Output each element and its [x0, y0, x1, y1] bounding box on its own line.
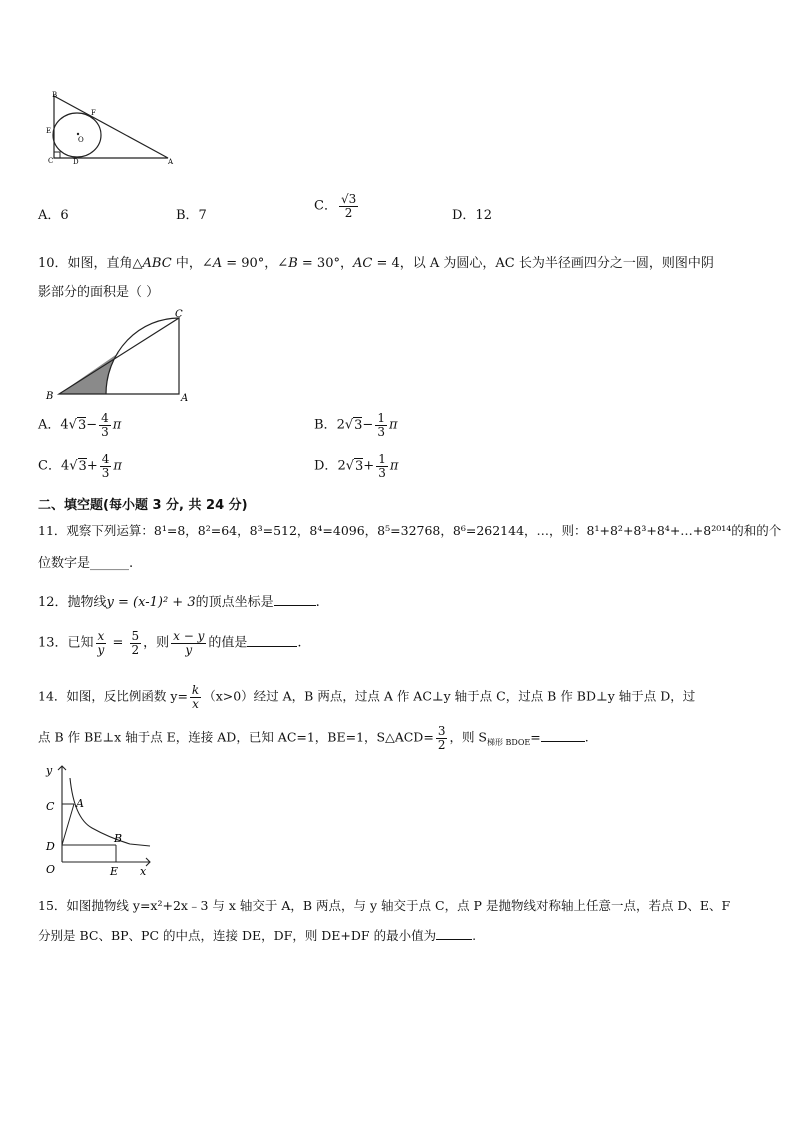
fraction-numerator: 4 [101, 452, 110, 466]
fraction-denominator: 3 [377, 424, 385, 439]
fraction [375, 412, 387, 438]
label-c: C [48, 157, 54, 165]
fraction-numerator: 3 [437, 724, 446, 738]
label-o: O [46, 863, 56, 876]
q9-option-b[interactable]: B．7 [176, 208, 207, 223]
answer-blank[interactable] [436, 939, 472, 940]
text: = 30°， [297, 256, 353, 271]
equation: y = (x-1)² + 3 [106, 595, 196, 610]
text: . [297, 635, 302, 651]
q11-line1: 11．观察下列运算：8¹=8，8²=64，8³=512，8⁴=4096，8⁵=32768，8⁶=262144，…，则：8¹+8²+8³+8⁴+…+8²⁰¹⁴的和的个 [38, 523, 782, 538]
text: 4 [60, 458, 70, 474]
text: − [362, 417, 374, 433]
text: 点 B 作 BE⊥x 轴于点 E，连接 AD，已知 AC=1，BE=1，S△ACD= [38, 729, 434, 745]
text: D． [314, 458, 338, 474]
radicand: 3 [354, 417, 363, 433]
fraction-denominator: 3 [101, 465, 110, 480]
text: π [113, 458, 122, 474]
text: 12．抛物线 [38, 595, 107, 610]
option-c-fraction [339, 193, 358, 219]
q9-option-a[interactable]: A．6 [38, 208, 69, 223]
label-b: B [114, 832, 123, 845]
fraction-denominator: y [185, 642, 193, 657]
text: = 4，以 A 为圆心，AC 长为半径画四分之一圆，则图中阴 [372, 256, 714, 271]
radicand: 3 [355, 458, 364, 474]
q10-option-c[interactable]: C．4√3+ $\frac{4}{3}$ π [38, 452, 122, 480]
fraction-numerator: 1 [378, 452, 386, 466]
fraction-numerator: 4 [101, 411, 109, 425]
fraction-numerator: 5 [131, 629, 140, 643]
text: C． [38, 458, 61, 474]
fraction-denominator: 2 [131, 642, 140, 657]
fraction-numerator: x [97, 629, 105, 643]
text: 的值是 [208, 635, 248, 651]
q9-option-d[interactable]: D．12 [452, 208, 492, 223]
label-c: C [46, 800, 55, 813]
fraction-numerator: k [191, 683, 200, 697]
fraction-numerator: x − y [173, 629, 205, 643]
label-d: D [46, 840, 55, 853]
q14-line2 [38, 725, 589, 751]
fraction-denominator: 3 [101, 424, 109, 439]
quarter-circle-figure [42, 306, 202, 406]
text: = [108, 635, 128, 651]
text: 14．如图，反比例函数 y= [38, 688, 188, 704]
inverse-function-figure [40, 760, 160, 880]
q10-option-d[interactable]: D．2√3+ $\frac{1}{3}$ π [314, 452, 399, 480]
label-x: x [140, 865, 147, 878]
subscript: 梯形 BDOE [487, 738, 531, 748]
text: + [86, 458, 98, 474]
fraction-denominator: 3 [378, 465, 386, 480]
text: 2 [336, 417, 345, 433]
label-o: O [78, 136, 84, 144]
fraction [96, 630, 107, 656]
label-f: F [91, 109, 96, 117]
text: ，则 S [449, 729, 487, 745]
q10-line1 [38, 252, 714, 271]
text: 分别是 BC、BP、PC 的中点，连接 DE，DF，则 DE+DF 的最小值为 [38, 928, 437, 943]
text: 10．如图，直角△ [38, 256, 143, 271]
fraction-denominator: 2 [344, 205, 353, 220]
fraction-denominator: y [97, 642, 105, 657]
text: π [388, 417, 398, 433]
text: = 90°，∠ [222, 256, 289, 271]
text: π [389, 458, 399, 474]
text: B． [314, 417, 337, 433]
fraction-denominator: 2 [437, 737, 446, 752]
text: + [363, 458, 375, 474]
answer-blank[interactable] [541, 741, 585, 742]
label-a: A [76, 797, 84, 810]
fraction [130, 630, 142, 656]
text: AC [352, 256, 373, 271]
text: A [212, 256, 223, 271]
text: A． [38, 417, 61, 433]
fraction [436, 725, 448, 751]
text: = [530, 729, 541, 745]
q9-option-c[interactable] [314, 193, 360, 219]
answer-blank[interactable] [247, 646, 297, 647]
text: （x>0）经过 A，B 两点，过点 A 作 AC⊥y 轴于点 C，过点 B 作 BD⊥y 轴于点 D，过 [203, 688, 696, 704]
text: . [472, 928, 477, 943]
text: ，则 [143, 635, 170, 651]
fraction-numerator: 1 [377, 411, 385, 425]
text: 2 [337, 458, 346, 474]
label-y: y [46, 764, 53, 777]
label-a: A [168, 158, 174, 166]
q15-line2 [38, 926, 476, 944]
text: 的顶点坐标是 [195, 595, 274, 610]
text: . [315, 595, 320, 610]
section-title: 二、填空题(每小题 3 分, 共 24 分) [38, 498, 248, 513]
q12 [38, 591, 320, 610]
q10-option-b[interactable]: B．2√3− $\frac{1}{3}$ π [314, 411, 398, 439]
text: 13．已知 [38, 635, 94, 651]
label-b: B [46, 391, 54, 402]
q15-line1: 15．如图抛物线 y=x²+2x﹣3 与 x 轴交于 A，B 两点，与 y 轴交于点 C，点 P 是抛物线对称轴上任意一点，若点 D、E、F [38, 898, 731, 913]
q10-option-a[interactable]: A．4√3− $\frac{4}{3}$ π [38, 411, 122, 439]
q14-line1 [38, 684, 695, 710]
label-a: A [181, 393, 189, 404]
fraction [171, 630, 206, 656]
answer-blank[interactable] [274, 605, 316, 606]
fraction-numerator: √3 [340, 192, 357, 206]
q10-line2: 影部分的面积是（ ） [38, 285, 160, 300]
text: − [86, 417, 98, 433]
radicand: 3 [78, 458, 87, 474]
radicand: 3 [77, 417, 87, 433]
incircle-triangle-figure [40, 88, 190, 168]
text: 4 [60, 417, 69, 433]
q11-line2: 位数字是______. [38, 556, 134, 571]
text: π [112, 417, 122, 433]
label-d: D [73, 158, 79, 166]
label-b: B [52, 91, 58, 99]
text: . [584, 729, 589, 745]
option-c-prefix: C． [314, 198, 337, 214]
text: 中，∠ [171, 256, 213, 271]
q13 [38, 630, 302, 656]
fraction [376, 453, 388, 479]
fraction-denominator: x [192, 696, 199, 711]
fraction [99, 412, 111, 438]
label-e: E [46, 127, 52, 135]
text: B [288, 256, 298, 271]
fraction [190, 684, 201, 710]
fraction [100, 453, 112, 479]
text: ABC [142, 256, 172, 271]
label-c: C [175, 309, 183, 320]
label-e: E [110, 865, 119, 878]
